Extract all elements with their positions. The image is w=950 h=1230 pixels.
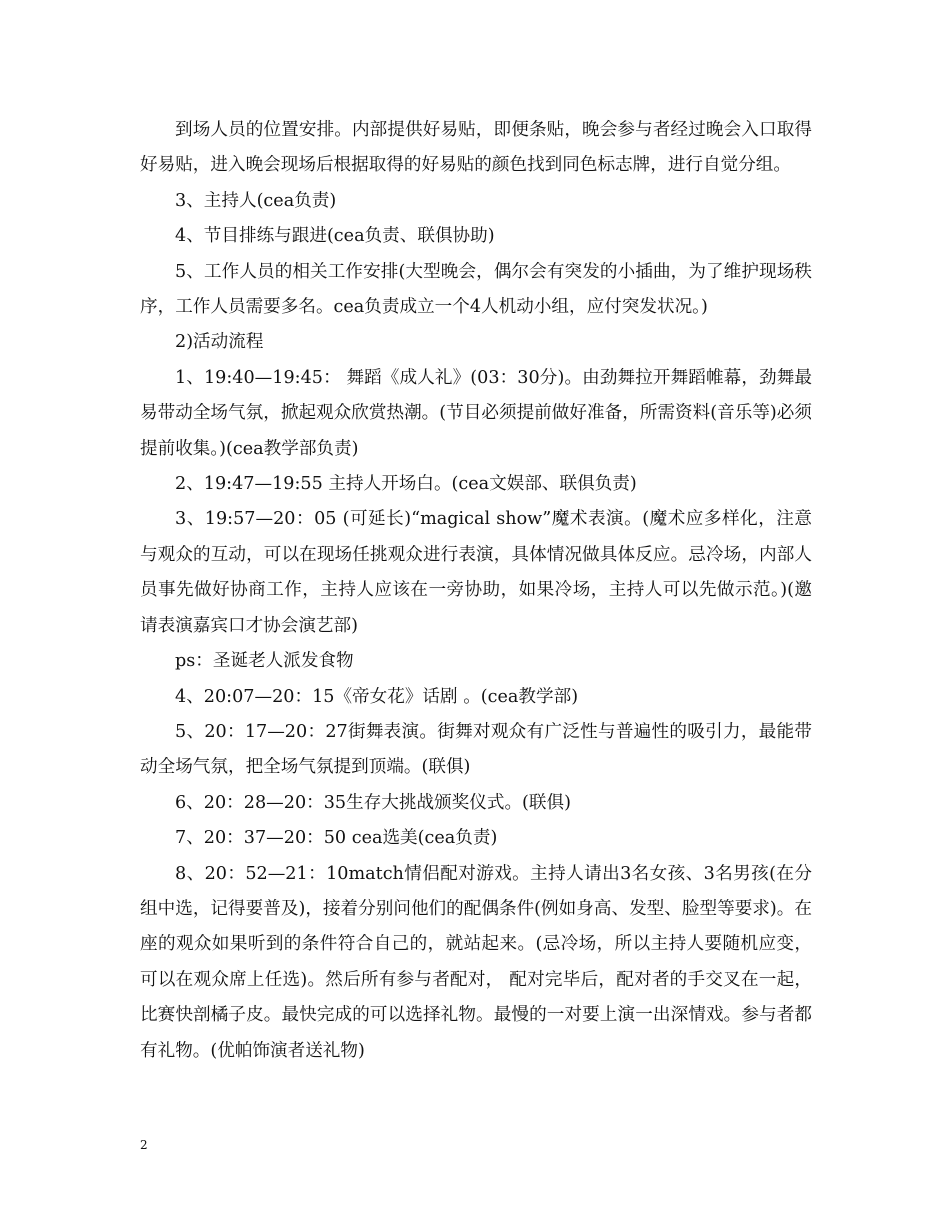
section-heading: 2)活动流程: [175, 332, 264, 353]
paragraph: 2、19:47—19:55 主持人开场白。(cea文娱部、联俱负责): [175, 474, 637, 495]
paragraph: 4、节目排练与跟进(cea负责、联俱协助): [175, 226, 495, 247]
document-body: [140, 113, 812, 1069]
paragraph: 6、20：28—20：35生存大挑战颁奖仪式。(联俱): [175, 792, 571, 813]
page-number: 2: [140, 1138, 148, 1152]
paragraph: 8、20：52—21：10match情侣配对游戏。主持人请出3名女孩、3名男孩(在分组中选，记得要普及)，接着分别问他们的配偶条件(例如身高、发型、脸型等要求)。在座的观众如果听到的条件符合自己的，就站起来。(忌冷场，所以主持人要随机应变，可以在观众席上任选)。然后所有参与者配对， 配对完毕后，配对者的手交叉在一起，比赛快剖橘子皮。最快完成的可以选择礼物。最慢的一对要上演一出深情戏。参与者都有礼物。(优帕饰演者送礼物): [140, 863, 812, 1061]
paragraph: 3、主持人(cea负责): [175, 190, 337, 211]
paragraph: 7、20：37—20：50 cea选美(cea负责): [175, 828, 498, 849]
paragraph: 3、19:57—20：05 (可延长)“magical show”魔术表演。(魔术应多样化，注意与观众的互动，可以在现场任挑观众进行表演，具体情况做具体反应。忌冷场，内部人员事先做好协商工作，主持人应该在一旁协助，如果冷场，主持人可以先做示范。)(邀请表演嘉宾口才协会演艺部): [140, 509, 812, 636]
paragraph: 到场人员的位置安排。内部提供好易贴，即便条贴，晚会参与者经过晚会入口取得好易贴，进入晚会现场后根据取得的好易贴的颜色找到同色标志牌，进行自觉分组。: [140, 120, 812, 176]
paragraph: 1、19:40—19:45： 舞蹈《成人礼》(03：30分)。由劲舞拉开舞蹈帷幕，劲舞最易带动全场气氛，掀起观众欣赏热潮。(节目必须提前做好准备，所需资料(音乐等)必须提前收集。)(cea教学部负责): [140, 367, 812, 459]
paragraph: 4、20:07—20：15《帝女花》话剧 。(cea教学部): [175, 686, 579, 707]
paragraph: ps：圣诞老人派发食物: [175, 651, 354, 672]
paragraph: 5、20：17—20：27街舞表演。街舞对观众有广泛性与普遍性的吸引力，最能带动全场气氛，把全场气氛提到顶端。(联俱): [140, 721, 812, 778]
paragraph: 5、工作人员的相关工作安排(大型晚会，偶尔会有突发的小插曲，为了维护现场秩序，工作人员需要多名。cea负责成立一个4人机动小组，应付突发状况。): [140, 261, 812, 318]
